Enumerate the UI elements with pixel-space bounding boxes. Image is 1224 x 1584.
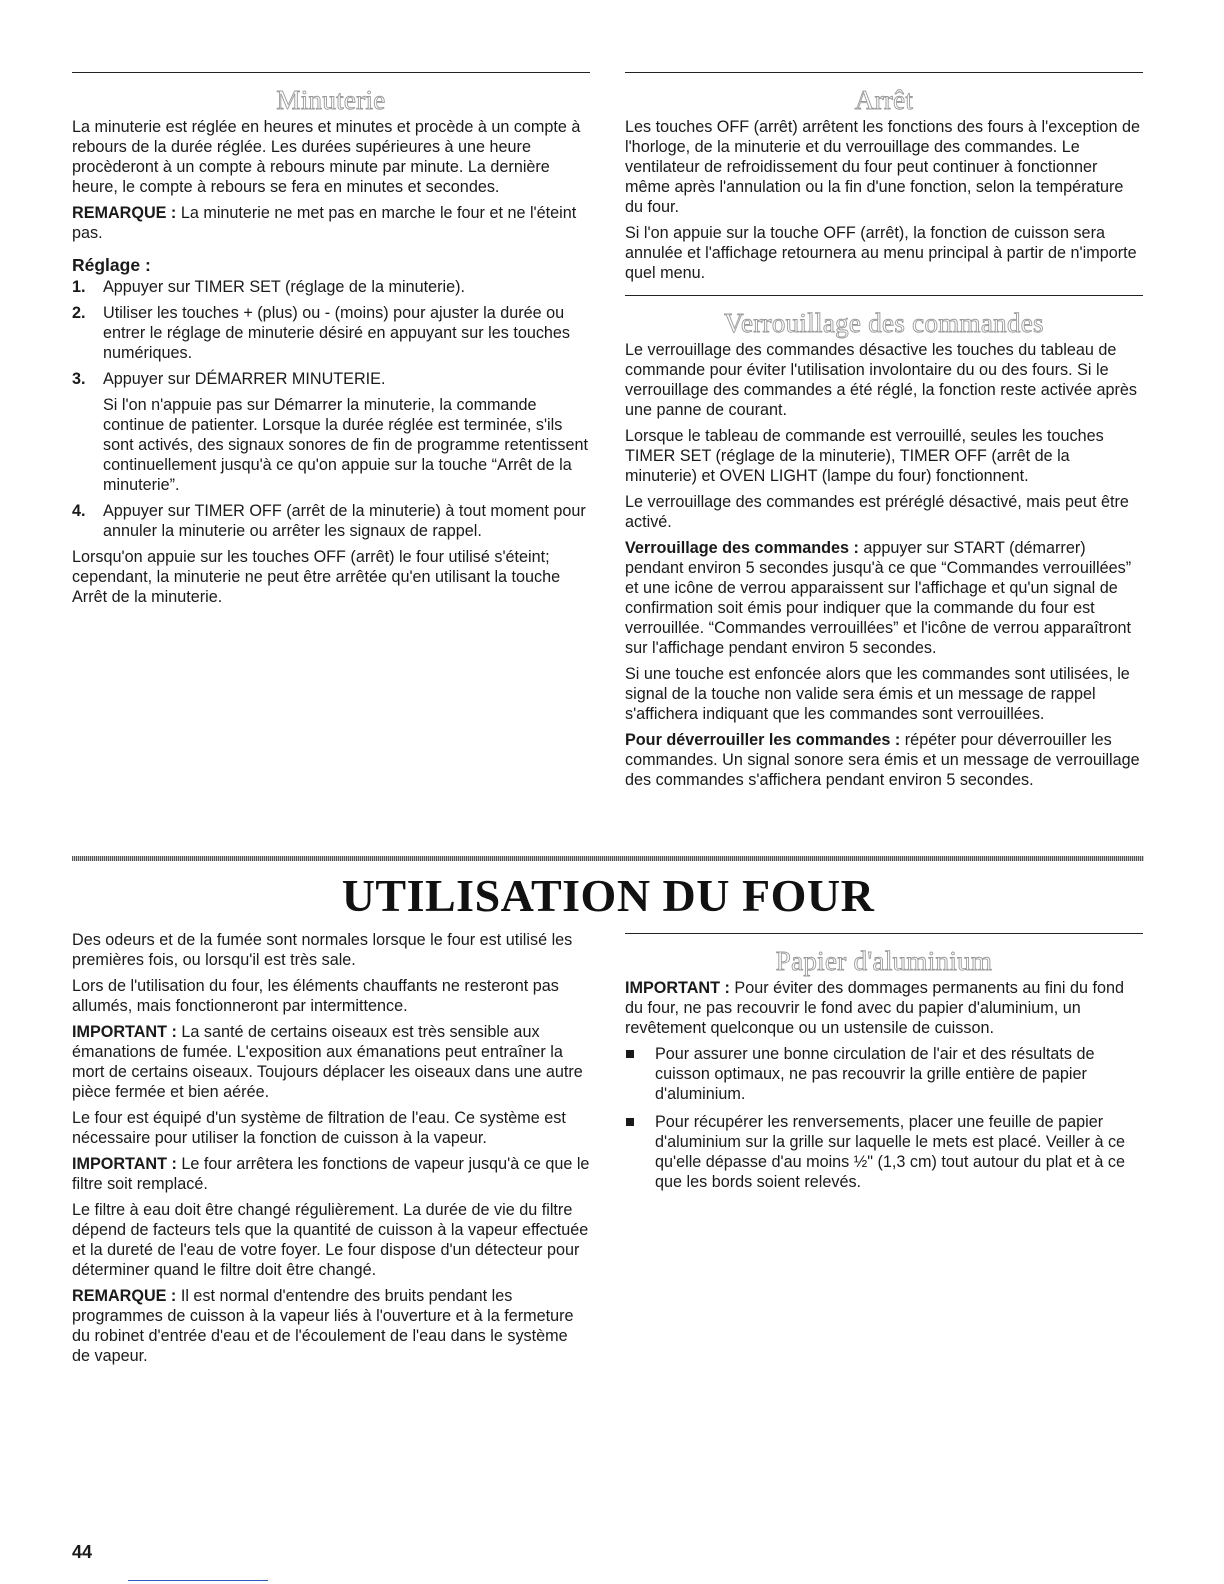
important-label: IMPORTANT :: [72, 1023, 177, 1041]
utilisation-section: [72, 930, 590, 1372]
verrouillage-paragraph-3: Le verrouillage des commandes est préréglé désactivé, mais peut être activé.: [625, 493, 1129, 531]
section-rule: [625, 933, 1143, 934]
important-text: Le four arrêtera les fonctions de vapeur jusqu'à ce que le filtre soit remplacé.: [72, 1155, 590, 1193]
arret-paragraph-1: Les touches OFF (arrêt) arrêtent les fonctions des fours à l'exception de l'horloge, de la minuterie et du verrouillage des commandes. Le ventilateur de refroidissement du four peut continuer à fonctionner même après l'annulation ou la fin d'une fonction, selon la température du four.: [625, 118, 1141, 216]
bullet-item: [625, 1112, 1143, 1192]
utilisation-paragraph-2: Lors de l'utilisation du four, les éléments chauffants ne resteront pas allumés, mais fonctionneront par intermittence.: [72, 977, 559, 1015]
utilisation-paragraph-6: Le filtre à eau doit être changé régulièrement. La durée de vie du filtre dépend de facteurs tels que la quantité de cuisson à la vapeur effectuée et la dureté de l'eau de votre foyer. Le four dispose d'un détecteur pour déterminer quand le filtre doit être changé.: [72, 1201, 589, 1279]
remarque-label: REMARQUE :: [72, 204, 177, 222]
lock-label: Verrouillage des commandes :: [625, 539, 859, 557]
minuterie-closing: Lorsqu'on appuie sur les touches OFF (arrêt) le four utilisé s'éteint; cependant, la minuterie ne peut être arrêtée qu'en utilisant la touche Arrêt de la minuterie.: [72, 548, 561, 606]
section-divider: [72, 856, 1144, 861]
utilisation-important-1: [72, 1022, 590, 1102]
page-number: 44: [72, 1542, 93, 1562]
important-label: IMPORTANT :: [625, 979, 730, 997]
reglage-steps: [72, 277, 590, 541]
verrouillage-paragraph-2: Lorsque le tableau de commande est verrouillé, seules les touches TIMER SET (réglage de la minuterie), TIMER OFF (arrêt de la minuterie) et OVEN LIGHT (lampe du four) fonctionnent.: [625, 427, 1104, 485]
unlock-label: Pour déverrouiller les commandes :: [625, 731, 901, 749]
step-item: [72, 303, 590, 363]
verrouillage-activate: [625, 538, 1143, 658]
utilisation-remarque: [72, 1286, 590, 1366]
step-item: [72, 501, 590, 541]
step-text: Appuyer sur DÉMARRER MINUTERIE.: [103, 370, 386, 388]
minuterie-intro: La minuterie est réglée en heures et minutes et procède à un compte à rebours de la durée réglée. Les durées supérieures à une heure procèderont à un compte à rebours minute par minute. La dernière heure, le compte à rebours se fera en minutes et secondes.: [72, 118, 581, 196]
papier-title: Papier d'aluminium: [775, 946, 993, 976]
utilisation-paragraph-1: Des odeurs et de la fumée sont normales lorsque le four est utilisé les premières fois, ou lorsqu'il est très sale.: [72, 931, 573, 969]
step-number: 4.: [72, 502, 86, 520]
unlock-text: répéter pour déverrouiller les commandes. Un signal sonore sera émis et un message de verrouillage des commandes s'affichera pendant environ 5 secondes.: [625, 731, 1140, 789]
arret-section: [625, 72, 1143, 289]
step-number: 3.: [72, 370, 86, 388]
step-text: Appuyer sur TIMER SET (réglage de la minuterie).: [103, 278, 465, 296]
remarque-label: REMARQUE :: [72, 1287, 177, 1305]
bullet-text: Pour récupérer les renversements, placer une feuille de papier d'aluminium sur la grille sur laquelle le mets est placé. Veiller à ce qu'elle dépasse d'au moins ½" (1,3 cm) tout autour du plat et à ce que les bords soient relevés.: [655, 1113, 1126, 1191]
verrouillage-unlock: [625, 730, 1143, 790]
bullet-text: Pour assurer une bonne circulation de l'air et des résultats de cuisson optimaux, ne pas recouvrir la grille entière de papier d'aluminium.: [655, 1045, 1095, 1103]
arret-paragraph-2: Si l'on appuie sur la touche OFF (arrêt), la fonction de cuisson sera annulée et l'affichage retournera au menu principal à partir de n'importe quel menu.: [625, 224, 1137, 282]
papier-bullets: [625, 1044, 1143, 1192]
section-rule: [72, 72, 590, 73]
step-text: Utiliser les touches + (plus) ou - (moins) pour ajuster la durée ou entrer le réglage de minuterie désiré en appuyant sur les touches numériques.: [103, 304, 571, 362]
verrouillage-paragraph-1: Le verrouillage des commandes désactive les touches du tableau de commande pour éviter l'utilisation involontaire du ou des fours. Si le verrouillage des commandes a été réglé, la fonction reste activée après une panne de courant.: [625, 341, 1137, 419]
verrouillage-paragraph-5: Si une touche est enfoncée alors que les commandes sont utilisées, le signal de la touche non valide sera émis et un message de rappel s'affichera indiquant que les commandes sont verrouillées.: [625, 665, 1130, 723]
footer-line: [128, 1580, 268, 1581]
utilisation-paragraph-4: Le four est équipé d'un système de filtration de l'eau. Ce système est nécessaire pour utiliser la fonction de cuisson à la vapeur.: [72, 1109, 566, 1147]
section-rule: [625, 295, 1143, 296]
minuterie-title: Minuterie: [276, 85, 386, 115]
reglage-heading: Réglage :: [72, 255, 151, 275]
step-item: [72, 369, 590, 495]
step-number: 1.: [72, 278, 86, 296]
lock-text: appuyer sur START (démarrer) pendant environ 5 secondes jusqu'à ce que “Commandes verrouillées” et une icône de verrou apparaissent sur l'affichage et qu'un signal de confirmation soit émis pour indiquer que la commande du four est verrouillée. “Commandes verrouillées” et l'icône de verrou apparaîtront sur l'affichage pendant environ 5 secondes.: [625, 539, 1132, 657]
bullet-square-icon: [626, 1118, 634, 1126]
step-item: [72, 277, 590, 297]
minuterie-section: [72, 72, 590, 613]
arret-title: Arrêt: [854, 85, 914, 115]
bullet-item: [625, 1044, 1143, 1104]
papier-important: [625, 978, 1143, 1038]
step-number: 2.: [72, 304, 86, 322]
remarque-text: Il est normal d'entendre des bruits pendant les programmes de cuisson à la vapeur liés à l'ouverture et à la fermeture du robinet d'entrée d'eau et de l'écoulement de l'eau dans le système de vapeur.: [72, 1287, 574, 1365]
important-text: Pour éviter des dommages permanents au fini du fond du four, ne pas recouvrir le fond avec du papier d'aluminium, un revêtement quelconque ou un ustensile de cuisson.: [625, 979, 1125, 1037]
important-text: La santé de certains oiseaux est très sensible aux émanations de fumée. L'exposition aux émanations peut entraîner la mort de certains oiseaux. Toujours déplacer les oiseaux dans une autre pièce fermée et bien aérée.: [72, 1023, 583, 1101]
papier-section: [625, 933, 1143, 1200]
step-text: Appuyer sur TIMER OFF (arrêt de la minuterie) à tout moment pour annuler la minuterie ou arrêter les signaux de rappel.: [103, 502, 586, 540]
verrouillage-title: Verrouillage des commandes: [724, 308, 1044, 338]
remarque-text: La minuterie ne met pas en marche le four et ne l'éteint pas.: [72, 204, 577, 242]
minuterie-remarque: [72, 203, 590, 243]
bullet-square-icon: [626, 1050, 634, 1058]
utilisation-important-2: [72, 1154, 590, 1194]
main-heading: UTILISATION DU FOUR: [341, 870, 875, 921]
section-rule: [625, 72, 1143, 73]
step-note: Si l'on n'appuie pas sur Démarrer la minuterie, la commande continue de patienter. Lorsque la durée réglée est terminée, s'ils sont activés, des signaux sonores de fin de programme retentissent continuellement jusqu'à ce qu'on appuie sur la touche “Arrêt de la minuterie”.: [103, 396, 588, 494]
important-label: IMPORTANT :: [72, 1155, 177, 1173]
verrouillage-section: [625, 295, 1143, 796]
